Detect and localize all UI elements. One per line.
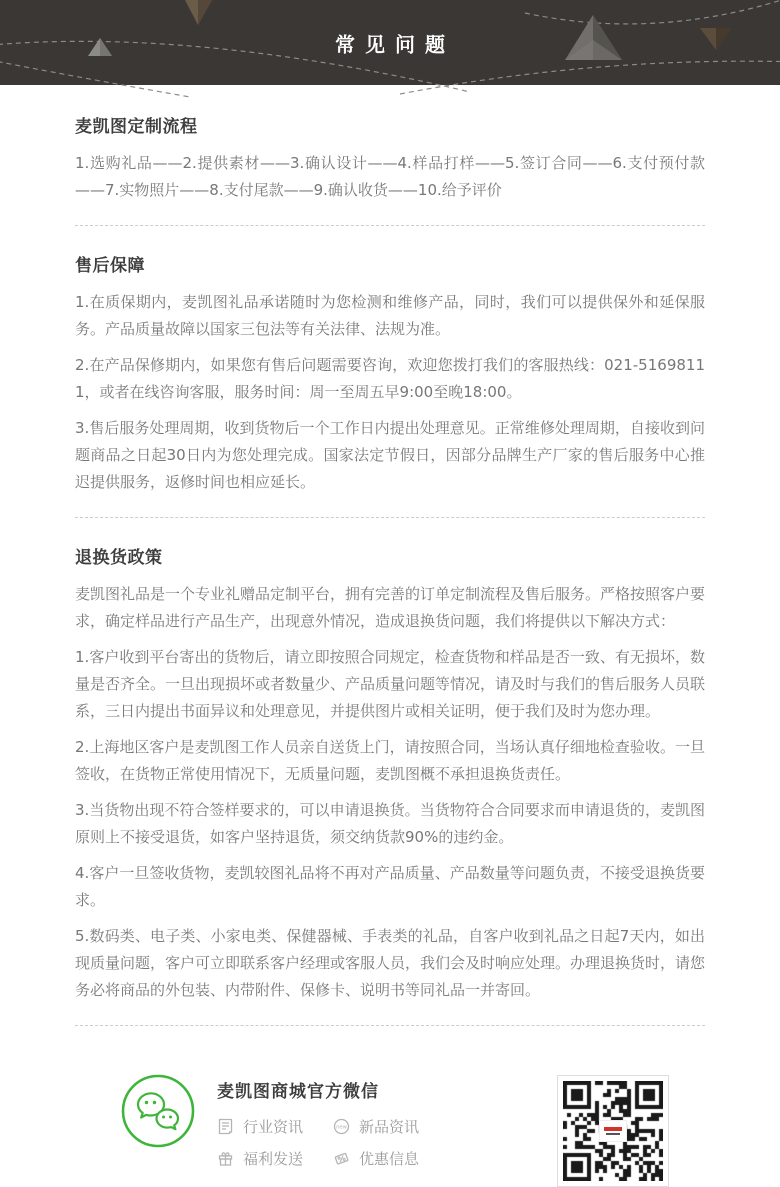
paragraph: 4.客户一旦签收货物，麦凯较图礼品将不再对产品质量、产品数量等问题负责，不接受退换货要求。: [75, 864, 705, 909]
feature-benefits: [217, 1148, 303, 1169]
coupon-icon: [333, 1150, 350, 1167]
section-after-sales: [75, 251, 705, 496]
feature-label: 优惠信息: [359, 1150, 420, 1168]
paragraph: 3.当货物出现不符合签样要求的，可以申请退换货。当货物符合合同要求而申请退货的，麦凯图原则上不接受退货，如客户坚持退货，须交纳货款90%的违约金。: [75, 801, 705, 846]
wechat-footer: [0, 1051, 780, 1187]
paragraph: 5.数码类、电子类、小家电类、保健器械、手表类的礼品，自客户收到礼品之日起7天内，如出现质量问题，客户可立即联系客户经理或客服人员，我们会及时响应处理。办理退换货时，请您务必将商品的外包装、内带附件、保修卡、说明书等同礼品一并寄回。: [75, 927, 706, 999]
wechat-account-title: 麦凯图商城官方微信: [217, 1082, 379, 1102]
process-steps-text: 1.选购礼品——2.提供素材——3.确认设计——4.样品打样——5.签订合同——6.支付预付款——7.实物照片——8.支付尾款——9.确认收货——10.给予评价: [75, 154, 705, 199]
page-title: 常见问题: [335, 32, 455, 56]
gift-icon: [217, 1150, 234, 1167]
paragraph: 2.在产品保修期内，如果您有售后问题需要咨询，欢迎您拨打我们的客服热线：021-51698111，或者在线咨询客服，服务时间：周一至周五早9:00至晚18:00。: [75, 356, 705, 401]
section-custom-process: [75, 112, 705, 204]
feature-industry-news: [217, 1116, 303, 1137]
paragraph: 3.售后服务处理周期，收到货物后一个工作日内提出处理意见。正常维修处理周期，自接收到问题商品之日起30日内为您处理完成。国家法定节假日，因部分品牌生产厂家的售后服务中心推迟提供服务，返修时间也相应延长。: [75, 419, 705, 491]
wechat-icon: [120, 1073, 196, 1149]
feature-label: 福利发送: [243, 1150, 304, 1168]
svg-text:new: new: [336, 1124, 347, 1131]
paragraph: 1.在质保期内，麦凯图礼品承诺随时为您检测和维修产品，同时，我们可以提供保外和延保服务。产品质量故障以国家三包法等有关法律、法规为准。: [75, 293, 705, 338]
paragraph: 麦凯图礼品是一个专业礼赠品定制平台，拥有完善的订单定制流程及售后服务。严格按照客户要求，确定样品进行产品生产，出现意外情况，造成退换货问题，我们将提供以下解决方式：: [75, 585, 706, 630]
new-badge-icon: [333, 1118, 350, 1135]
paragraph: 2.上海地区客户是麦凯图工作人员亲自送货上门，请按照合同，当场认真仔细地检查验收。一旦签收，在货物正常使用情况下，无质量问题，麦凯图概不承担退换货责任。: [75, 738, 705, 783]
wechat-feature-grid: [217, 1116, 419, 1169]
faq-content: [0, 85, 780, 1026]
header-banner: [0, 0, 780, 85]
qr-center-logo: [599, 1120, 627, 1142]
dashed-divider: [75, 1025, 705, 1026]
wechat-info: [217, 1073, 419, 1169]
section-title: 麦凯图定制流程: [75, 117, 198, 137]
dashed-divider: [75, 517, 705, 518]
feature-label: 新品资讯: [359, 1118, 420, 1136]
section-title: 退换货政策: [75, 548, 163, 568]
feature-label: 行业资讯: [243, 1118, 304, 1136]
feature-discounts: [333, 1148, 419, 1169]
section-title: 售后保障: [75, 256, 145, 276]
news-doc-icon: [217, 1118, 234, 1135]
paragraph: 1.客户收到平台寄出的货物后，请立即按照合同规定，检查货物和样品是否一致、有无损坏，数量是否齐全。一旦出现损坏或者数量少、产品质量问题等情况，请及时与我们的售后服务人员联系，三日内提出书面异议和处理意见，并提供图片或相关证明，便于我们及时为您办理。: [75, 648, 706, 720]
wechat-qr-code: [557, 1075, 669, 1187]
feature-new-products: [333, 1116, 419, 1137]
section-return-policy: [75, 543, 705, 1004]
dashed-divider: [75, 225, 705, 226]
triangle-tan-down: [185, 0, 212, 25]
